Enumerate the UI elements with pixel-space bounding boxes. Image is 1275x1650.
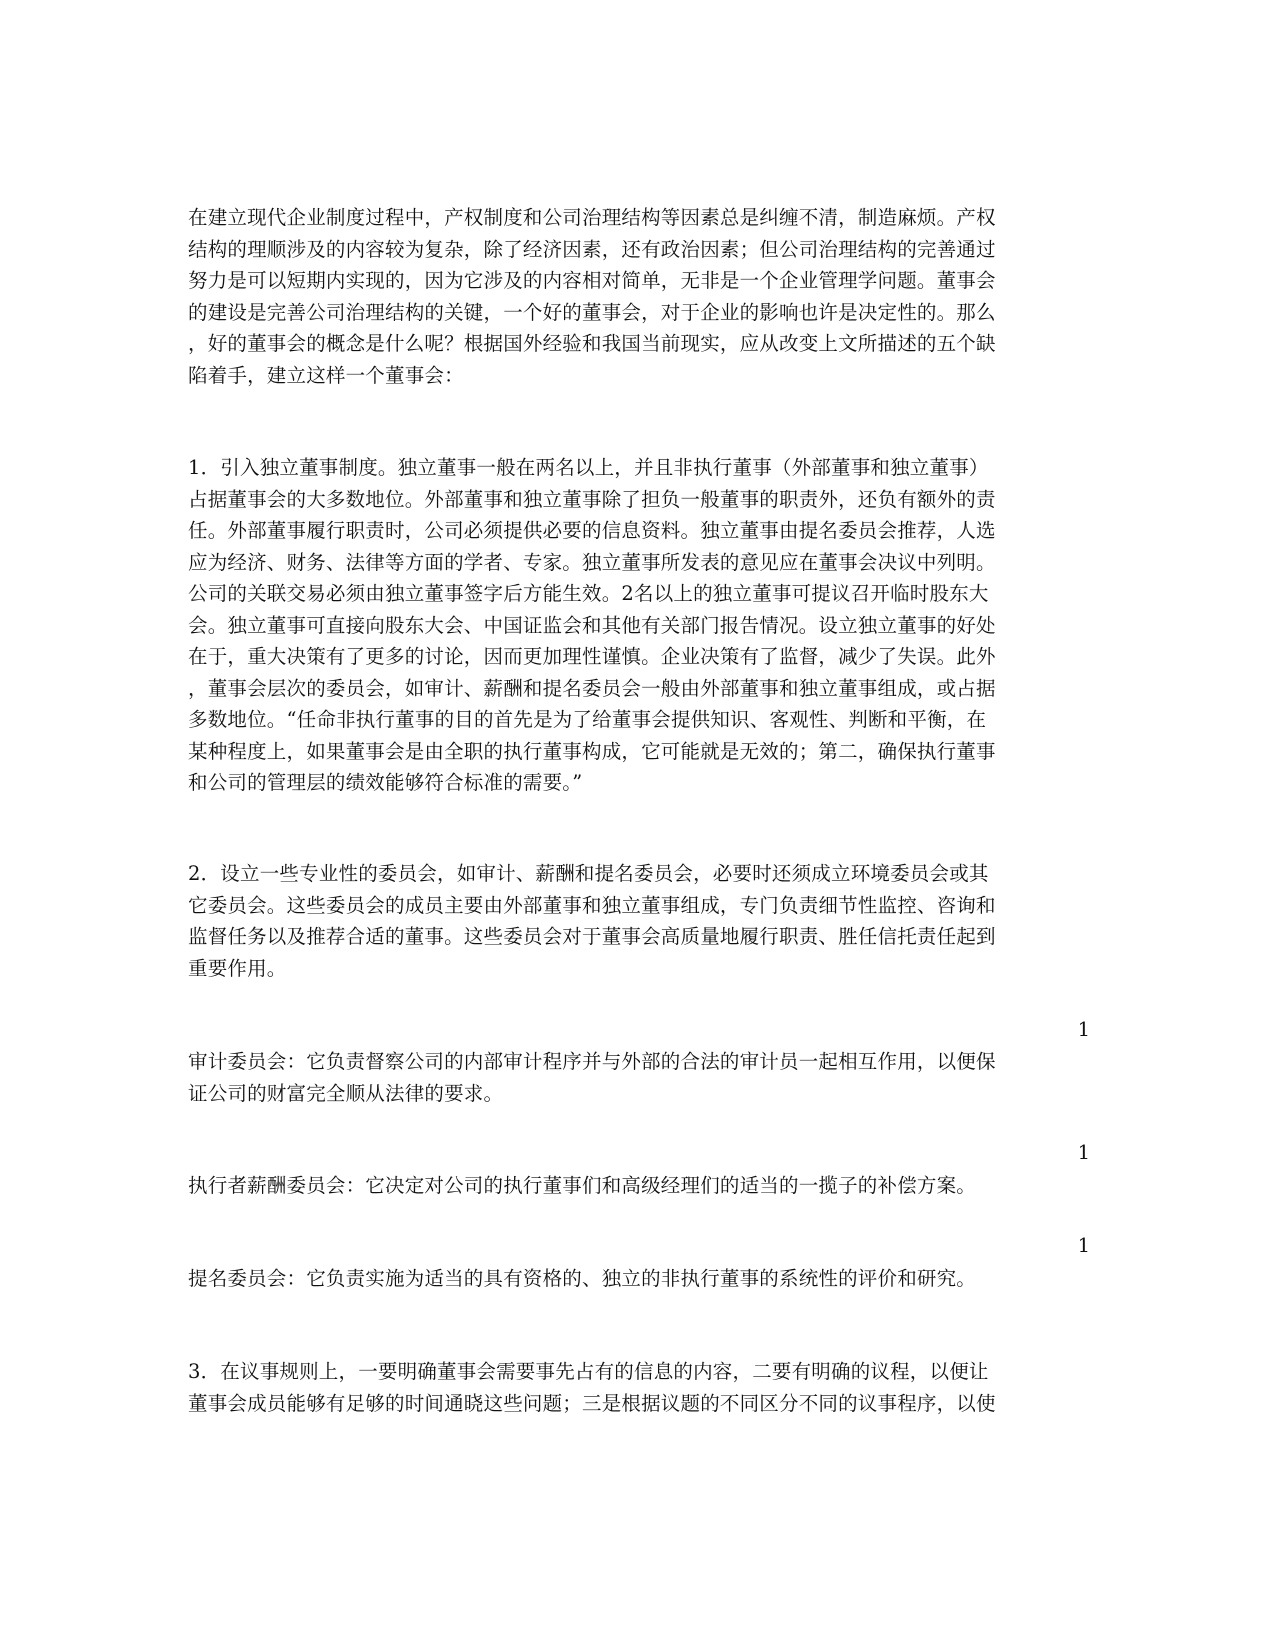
item-3-paragraph — [188, 1356, 1088, 1419]
text-line: 重要作用。 — [188, 956, 287, 980]
intro-paragraph — [188, 202, 1088, 391]
text-line: ，好的董事会的概念是什么呢？根据国外经验和我国当前现实，应从改变上文所描述的五个缺 — [188, 332, 996, 355]
footnote-marker: 1 — [1077, 1018, 1090, 1041]
text-line: 审计委员会：它负责督察公司的内部审计程序并与外部的合法的审计员一起相互作用，以便保 — [188, 1050, 996, 1073]
footnote-marker: 1 — [1077, 1141, 1090, 1164]
text-line: 证公司的财富完全顺从法律的要求。 — [188, 1081, 504, 1105]
text-line: 任。外部董事履行职责时，公司必须提供必要的信息资料。独立董事由提名委员会推荐，人选 — [188, 519, 996, 542]
text-line: 在建立现代企业制度过程中，产权制度和公司治理结构等因素总是纠缠不清，制造麻烦。产权 — [188, 206, 996, 229]
text-line: 3．在议事规则上，一要明确董事会需要事先占有的信息的内容，二要有明确的议程，以便让 — [188, 1360, 989, 1383]
footnote-marker: 1 — [1077, 1234, 1090, 1257]
text-line: 的建设是完善公司治理结构的关键，一个好的董事会，对于企业的影响也许是决定性的。那么 — [188, 300, 996, 324]
text-line: 会。独立董事可直接向股东大会、中国证监会和其他有关部门报告情况。设立独立董事的好处 — [188, 613, 996, 637]
text-line: 2．设立一些专业性的委员会，如审计、薪酬和提名委员会，必要时还须成立环境委员会或其 — [188, 862, 989, 885]
text-line: 它委员会。这些委员会的成员主要由外部董事和独立董事组成，专门负责细节性监控、咨询和 — [188, 893, 996, 917]
text-line: 监督任务以及推荐合适的董事。这些委员会对于董事会高质量地履行职责、胜任信托责任起到 — [188, 925, 996, 948]
nomination-committee-paragraph — [188, 1263, 1088, 1295]
compensation-committee-paragraph — [188, 1170, 1088, 1202]
text-line: 执行者薪酬委员会：它决定对公司的执行董事们和高级经理们的适当的一揽子的补偿方案。 — [188, 1174, 977, 1197]
text-line: ，董事会层次的委员会，如审计、薪酬和提名委员会一般由外部董事和独立董事组成，或占据 — [188, 676, 996, 700]
text-line: 公司的关联交易必须由独立董事签字后方能生效。2名以上的独立董事可提议召开临时股东大 — [188, 582, 989, 605]
item-2-paragraph — [188, 858, 1088, 984]
text-line: 努力是可以短期内实现的，因为它涉及的内容相对简单，无非是一个企业管理学问题。董事会 — [188, 269, 996, 292]
text-line: 提名委员会：它负责实施为适当的具有资格的、独立的非执行董事的系统性的评价和研究。 — [188, 1267, 977, 1290]
text-line: 结构的理顺涉及的内容较为复杂，除了经济因素，还有政治因素；但公司治理结构的完善通过 — [188, 237, 996, 261]
text-line: 和公司的管理层的绩效能够符合标准的需要。” — [188, 771, 583, 794]
text-line: 陷着手，建立这样一个董事会： — [188, 363, 464, 387]
audit-committee-paragraph — [188, 1046, 1088, 1109]
text-line: 某种程度上，如果董事会是由全职的执行董事构成，它可能就是无效的；第二，确保执行董事 — [188, 739, 996, 763]
text-line: 董事会成员能够有足够的时间通晓这些问题；三是根据议题的不同区分不同的议事程序，以使 — [188, 1391, 996, 1415]
item-1-paragraph — [188, 452, 1088, 799]
text-line: 应为经济、财务、法律等方面的学者、专家。独立董事所发表的意见应在董事会决议中列明。 — [188, 550, 996, 574]
text-line: 占据董事会的大多数地位。外部董事和独立董事除了担负一般董事的职责外，还负有额外的责 — [188, 487, 996, 511]
text-line: 1．引入独立董事制度。独立董事一般在两名以上，并且非执行董事（外部董事和独立董事） — [188, 456, 989, 479]
text-line: 多数地位。“任命非执行董事的目的首先是为了给董事会提供知识、客观性、判断和平衡，在 — [188, 708, 987, 731]
text-line: 在于，重大决策有了更多的讨论，因而更加理性谨慎。企业决策有了监督，减少了失误。此外 — [188, 645, 996, 668]
